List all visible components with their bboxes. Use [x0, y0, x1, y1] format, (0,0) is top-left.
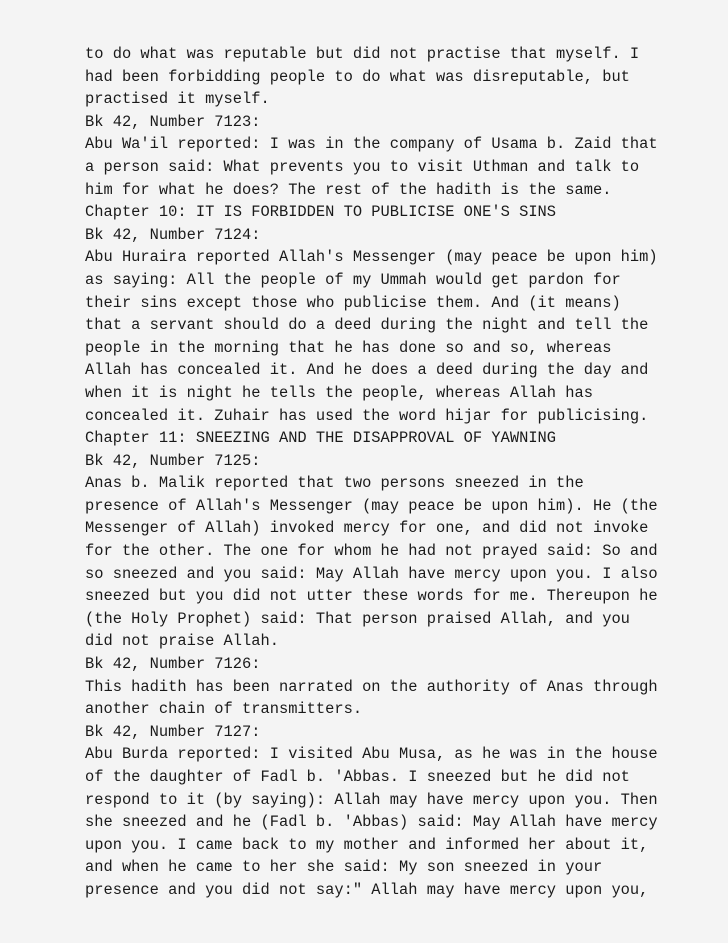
text-line: sneezed but you did not utter these words for me. Thereupon he [85, 587, 658, 606]
hadith-reference: Bk 42, Number 7124: [85, 225, 261, 244]
text-line: she sneezed and he (Fadl b. 'Abbas) said: May Allah have mercy [85, 813, 658, 832]
text-line: respond to it (by saying): Allah may have mercy upon you. Then [85, 790, 658, 809]
text-line: Messenger of Allah) invoked mercy for one, and did not invoke [85, 519, 649, 538]
text-line: Anas b. Malik reported that two persons sneezed in the [85, 474, 584, 493]
text-line: upon you. I came back to my mother and informed her about it, [85, 835, 649, 854]
text-line: Allah has concealed it. And he does a deed during the day and [85, 361, 649, 380]
hadith-reference: Bk 42, Number 7126: [85, 655, 261, 674]
text-line: of the daughter of Fadl b. 'Abbas. I sneezed but he did not [85, 768, 630, 786]
text-line: as saying: All the people of my Ummah would get pardon for [85, 270, 621, 289]
text-line: did not praise Allah. [85, 632, 279, 651]
text-line: presence of Allah's Messenger (may peace be upon him). He (the [85, 496, 658, 515]
text-line: when it is night he tells the people, whereas Allah has [85, 383, 593, 402]
text-line: Abu Huraira reported Allah's Messenger (may peace be upon him) [85, 248, 658, 267]
chapter-heading: Chapter 10: IT IS FORBIDDEN TO PUBLICISE ONE'S SINS [85, 203, 557, 222]
text-line: to do what was reputable but did not practise that myself. I [85, 45, 640, 63]
text-line: had been forbidding people to do what was disreputable, but [85, 67, 630, 86]
text-line: that a servant should do a deed during the night and tell the [85, 316, 649, 335]
text-line: for the other. The one for whom he had not prayed said: So and [85, 542, 658, 561]
text-line: This hadith has been narrated on the authority of Anas through [85, 677, 658, 696]
hadith-reference: Bk 42, Number 7127: [85, 722, 261, 741]
chapter-heading: Chapter 11: SNEEZING AND THE DISAPPROVAL OF YAWNING [85, 429, 557, 448]
text-line: Abu Wa'il reported: I was in the company of Usama b. Zaid that [85, 135, 658, 154]
hadith-text-block [85, 43, 725, 902]
text-line: another chain of transmitters. [85, 700, 363, 719]
text-line: so sneezed and you said: May Allah have mercy upon you. I also [85, 564, 658, 583]
text-line: Abu Burda reported: I visited Abu Musa, as he was in the house [85, 745, 658, 764]
text-line: (the Holy Prophet) said: That person praised Allah, and you [85, 609, 630, 628]
text-line: a person said: What prevents you to visit Uthman and talk to [85, 157, 640, 176]
text-line: practised it myself. [85, 90, 270, 109]
text-line: presence and you did not say:" Allah may have mercy upon you, [85, 880, 649, 899]
text-line: and when he came to her she said: My son sneezed in your [85, 858, 603, 877]
hadith-reference: Bk 42, Number 7123: [85, 112, 261, 131]
text-line: their sins except those who publicise them. And (it means) [85, 293, 621, 312]
hadith-reference: Bk 42, Number 7125: [85, 451, 261, 470]
text-line: concealed it. Zuhair has used the word hijar for publicising. [85, 406, 649, 425]
text-line: people in the morning that he has done so and so, whereas [85, 338, 612, 357]
text-line: him for what he does? The rest of the hadith is the same. [85, 180, 612, 199]
